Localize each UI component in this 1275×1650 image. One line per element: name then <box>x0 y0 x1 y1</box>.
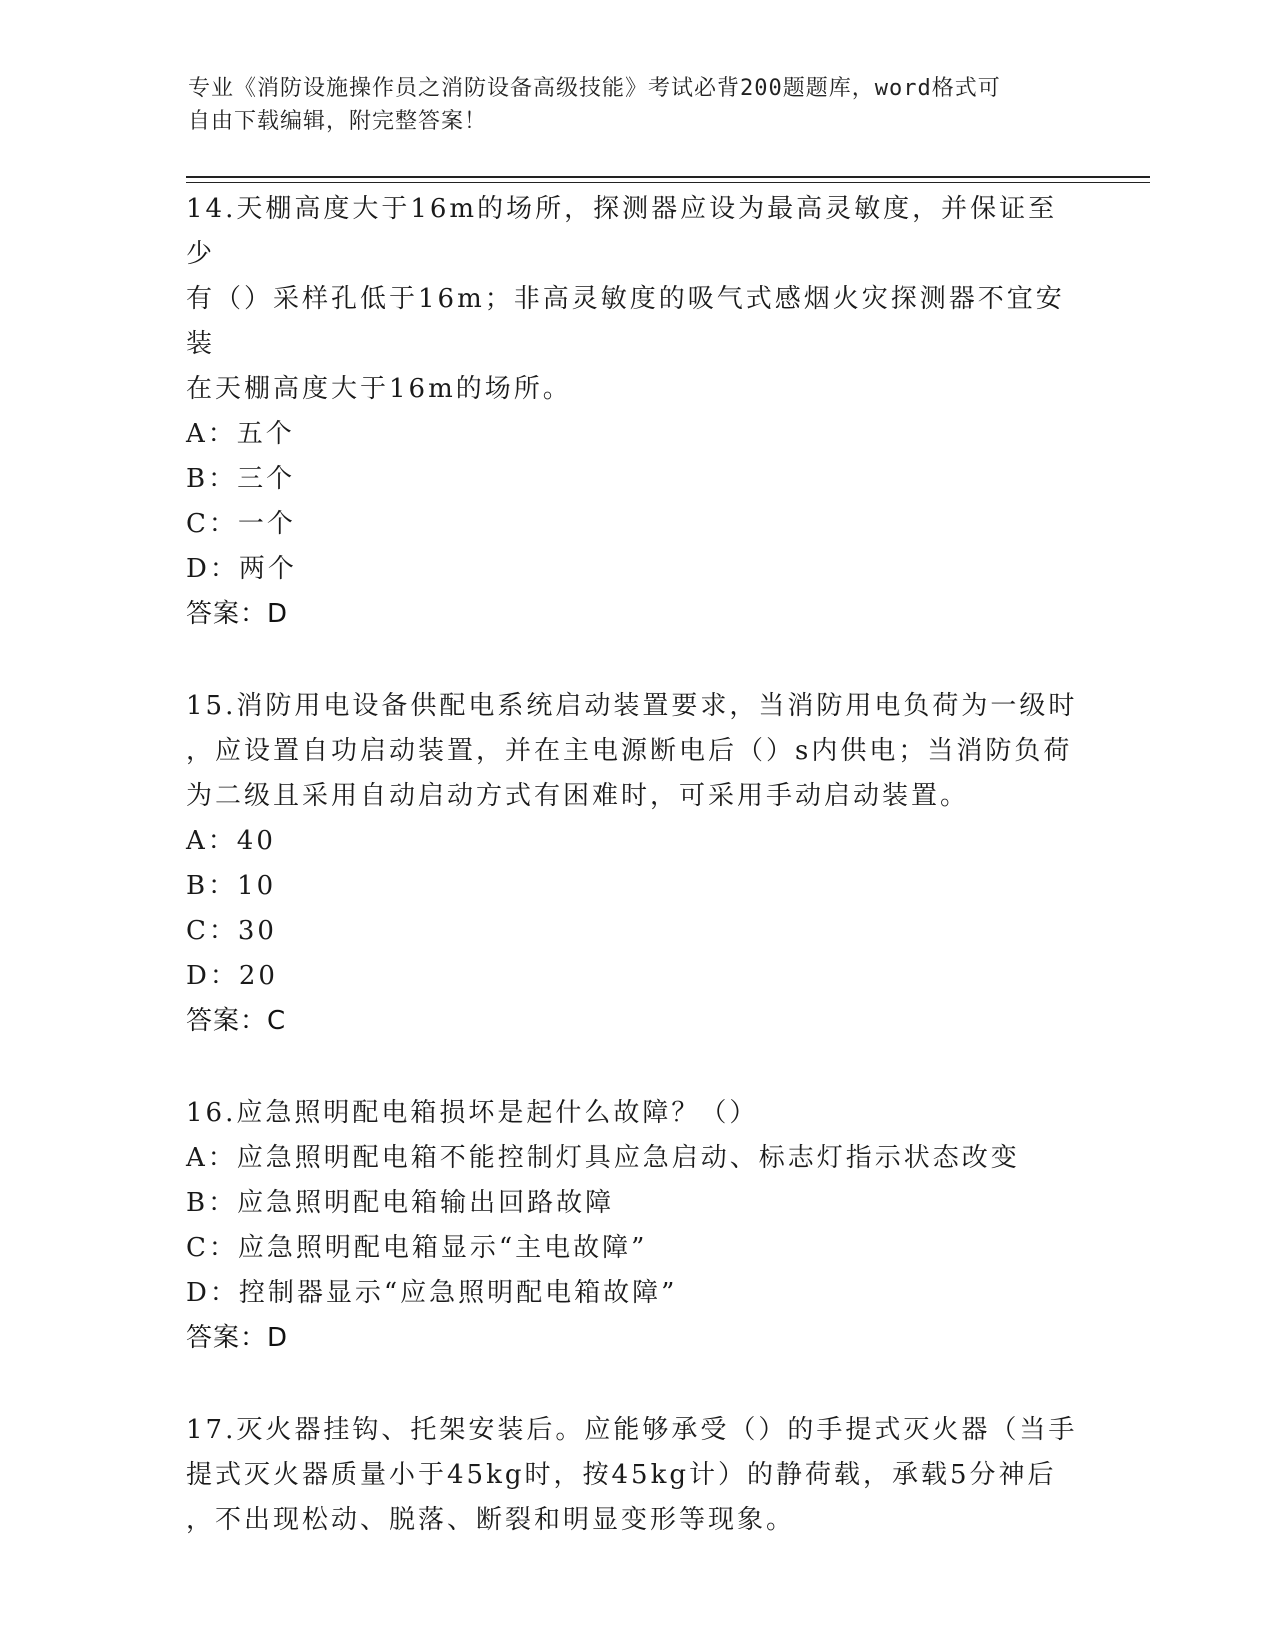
document-header <box>188 72 1088 138</box>
header-line-2: 自由下载编辑，附完整答案！ <box>188 109 488 134</box>
question-text-line: 14.天棚高度大于16m的场所，探测器应设为最高灵敏度，并保证至少 <box>186 194 1058 269</box>
question-text-line: 16.应急照明配电箱损坏是起什么故障？（） <box>186 1098 759 1128</box>
answer-line: 答案：D <box>186 1323 289 1353</box>
question-17 <box>186 1408 1086 1543</box>
question-text-line: 提式灭火器质量小于45kg时，按45kg计）的静荷载，承载5分神后 <box>186 1460 1057 1490</box>
question-text-line: 15.消防用电设备供配电系统启动装置要求，当消防用电负荷为一级时 <box>186 691 1078 721</box>
header-line-1: 专业《消防设施操作员之消防设备高级技能》考试必背200题题库，word格式可 <box>188 76 1001 101</box>
question-gap <box>186 1361 1086 1408</box>
question-text-line: 在天棚高度大于16m的场所。 <box>186 374 572 404</box>
question-gap <box>186 637 1086 684</box>
option-d: D：20 <box>186 961 278 991</box>
option-c: C：应急照明配电箱显示“主电故障” <box>186 1233 648 1263</box>
header-divider-thick <box>186 176 1150 178</box>
question-text-line: 为二级且采用自动启动方式有困难时，可采用手动启动装置。 <box>186 781 970 811</box>
answer-line: 答案：D <box>186 599 289 629</box>
question-text-line: 17.灭火器挂钩、托架安装后。应能够承受（）的手提式灭火器（当手 <box>186 1415 1078 1445</box>
answer-line: 答案：C <box>186 1006 287 1036</box>
question-15 <box>186 684 1086 1044</box>
option-b: B：10 <box>186 871 277 901</box>
header-divider-thin <box>186 182 1150 183</box>
question-text-line: ，应设置自功启动装置，并在主电源断电后（）s内供电；当消防负荷 <box>186 736 1073 766</box>
option-c: C：30 <box>186 916 277 946</box>
option-d: D：两个 <box>186 554 297 584</box>
option-d: D：控制器显示“应急照明配电箱故障” <box>186 1278 678 1308</box>
question-text-line: ，不出现松动、脱落、断裂和明显变形等现象。 <box>186 1505 796 1535</box>
question-16 <box>186 1091 1086 1361</box>
option-a: A：应急照明配电箱不能控制灯具应急启动、标志灯指示状态改变 <box>186 1143 1020 1173</box>
question-14 <box>186 187 1086 637</box>
question-gap <box>186 1044 1086 1091</box>
option-a: A：40 <box>186 826 276 856</box>
question-list <box>186 187 1086 1543</box>
option-a: A：五个 <box>186 419 295 449</box>
option-b: B：三个 <box>186 464 296 494</box>
question-text-line: 有（）采样孔低于16m；非高灵敏度的吸气式感烟火灾探测器不宜安装 <box>186 284 1065 359</box>
option-c: C：一个 <box>186 509 296 539</box>
option-b: B：应急照明配电箱输出回路故障 <box>186 1188 615 1218</box>
